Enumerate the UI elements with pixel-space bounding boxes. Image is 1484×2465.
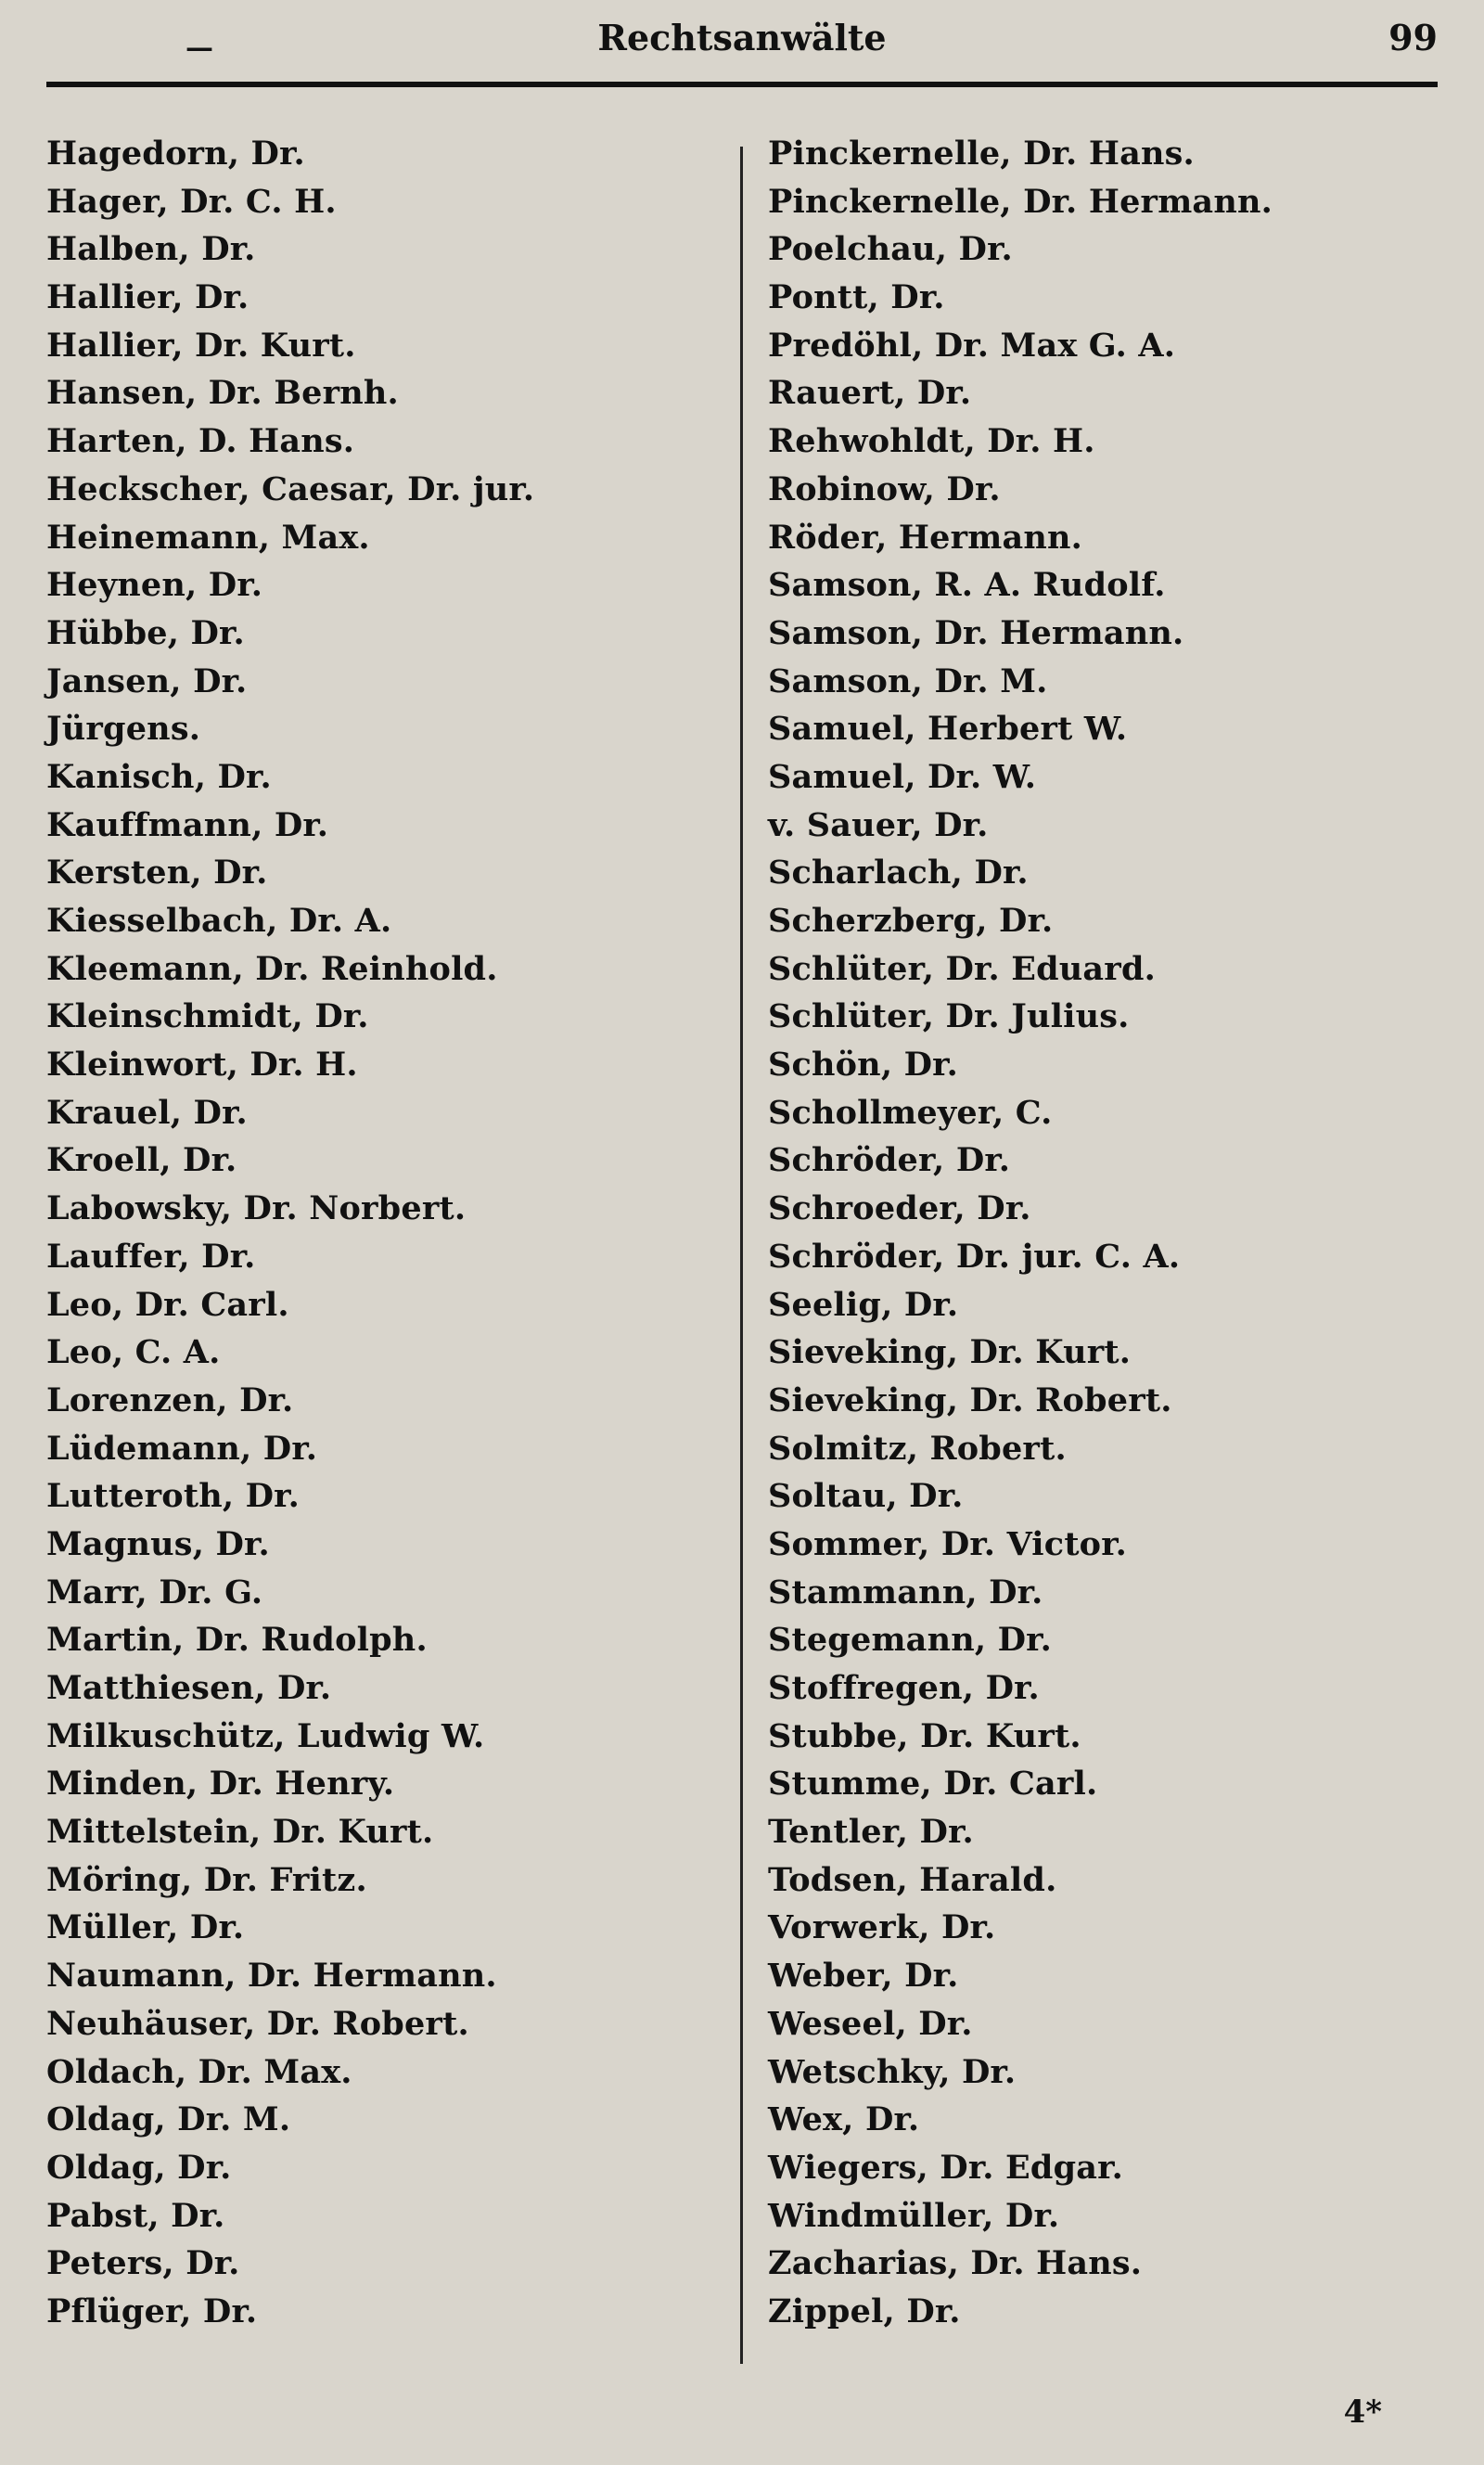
right-name-column <box>768 130 1445 2336</box>
list-item: Magnus, Dr. <box>46 1524 270 1563</box>
list-item: Peters, Dr. <box>46 2244 240 2283</box>
list-item: Kroell, Dr. <box>46 1141 237 1180</box>
list-item: Wiegers, Dr. Edgar. <box>768 2148 1123 2187</box>
list-item: Matthiesen, Dr. <box>46 1669 332 1707</box>
list-item: Sieveking, Dr. Robert. <box>768 1380 1172 1419</box>
list-item: Lorenzen, Dr. <box>46 1380 294 1419</box>
list-item: Wetschky, Dr. <box>768 2052 1017 2091</box>
list-item: Solmitz, Robert. <box>768 1429 1067 1468</box>
list-item: Hallier, Dr. Kurt. <box>46 326 356 365</box>
list-item: Kanisch, Dr. <box>46 757 272 796</box>
list-item: Neuhäuser, Dr. Robert. <box>46 2004 469 2043</box>
list-item: Hallier, Dr. <box>46 278 249 317</box>
list-item: Samuel, Herbert W. <box>768 710 1128 749</box>
list-item: Heinemann, Max. <box>46 518 370 557</box>
list-item: Todsen, Harald. <box>768 1860 1057 1899</box>
list-item: Oldach, Dr. Max. <box>46 2052 352 2091</box>
list-item: Tentler, Dr. <box>768 1813 974 1852</box>
list-item: Marr, Dr. G. <box>46 1573 263 1611</box>
list-item: Sommer, Dr. Victor. <box>768 1524 1128 1563</box>
list-item: Stubbe, Dr. Kurt. <box>768 1716 1081 1755</box>
list-item: Stoffregen, Dr. <box>768 1669 1040 1707</box>
list-item: Lutteroth, Dr. <box>46 1477 300 1516</box>
list-item: Kleinwort, Dr. H. <box>46 1046 358 1085</box>
list-item: Soltau, Dr. <box>768 1477 964 1516</box>
list-item: Schroeder, Dr. <box>768 1189 1031 1228</box>
list-item: Weber, Dr. <box>768 1957 959 1996</box>
list-item: Rauert, Dr. <box>768 374 972 413</box>
list-item: Oldag, Dr. M. <box>46 2100 291 2139</box>
list-item: Zacharias, Dr. Hans. <box>768 2244 1143 2283</box>
list-item: Lüdemann, Dr. <box>46 1429 318 1468</box>
list-item: Harten, D. Hans. <box>46 422 355 461</box>
list-item: Schröder, Dr. <box>768 1141 1011 1180</box>
list-item: Oldag, Dr. <box>46 2148 232 2187</box>
list-item: Schollmeyer, C. <box>768 1093 1053 1132</box>
list-item: Kersten, Dr. <box>46 854 268 892</box>
list-item: Robinow, Dr. <box>768 469 1001 508</box>
list-item: Minden, Dr. Henry. <box>46 1765 395 1804</box>
list-item: Wex, Dr. <box>768 2100 920 2139</box>
list-item: Pontt, Dr. <box>768 278 945 317</box>
page-header <box>46 0 1438 87</box>
column-divider <box>740 147 743 2364</box>
list-item: Röder, Hermann. <box>768 518 1083 557</box>
list-item: Kauffmann, Dr. <box>46 805 329 844</box>
list-item: Leo, Dr. Carl. <box>46 1285 289 1324</box>
list-item: Müller, Dr. <box>46 1908 245 1947</box>
list-item: Möring, Dr. Fritz. <box>46 1860 367 1899</box>
list-item: Weseel, Dr. <box>768 2004 973 2043</box>
list-item: Pinckernelle, Dr. Hermann. <box>768 182 1273 221</box>
list-item: Heynen, Dr. <box>46 566 263 605</box>
list-item: Labowsky, Dr. Norbert. <box>46 1189 467 1228</box>
list-item: Pabst, Dr. <box>46 2196 225 2235</box>
list-item: Krauel, Dr. <box>46 1093 248 1132</box>
list-item: Jansen, Dr. <box>46 661 248 700</box>
list-item: Hagedorn, Dr. <box>46 135 305 173</box>
list-item: Samuel, Dr. W. <box>768 757 1037 796</box>
list-item: Martin, Dr. Rudolph. <box>46 1621 428 1660</box>
list-item: Stammann, Dr. <box>768 1573 1043 1611</box>
list-item: Kleemann, Dr. Reinhold. <box>46 949 498 988</box>
list-item: Windmüller, Dr. <box>768 2196 1060 2235</box>
header-dash: — <box>186 32 213 64</box>
list-item: Stumme, Dr. Carl. <box>768 1765 1098 1804</box>
list-item: Rehwohldt, Dr. H. <box>768 422 1095 461</box>
list-item: Pinckernelle, Dr. Hans. <box>768 135 1195 173</box>
list-item: Schlüter, Dr. Julius. <box>768 997 1130 1036</box>
list-item: Sieveking, Dr. Kurt. <box>768 1333 1132 1372</box>
list-item: Hansen, Dr. Bernh. <box>46 374 399 413</box>
list-item: Naumann, Dr. Hermann. <box>46 1957 497 1996</box>
list-item: Seelig, Dr. <box>768 1285 959 1324</box>
list-item: v. Sauer, Dr. <box>768 805 989 844</box>
list-item: Milkuschütz, Ludwig W. <box>46 1716 485 1755</box>
list-item: Hager, Dr. C. H. <box>46 182 337 221</box>
list-item: Schröder, Dr. jur. C. A. <box>768 1237 1181 1276</box>
list-item: Lauffer, Dr. <box>46 1237 256 1276</box>
left-name-column <box>46 130 733 2336</box>
list-item: Stegemann, Dr. <box>768 1621 1052 1660</box>
list-item: Predöhl, Dr. Max G. A. <box>768 326 1176 365</box>
page-number: 99 <box>1388 17 1438 58</box>
list-item: Samson, Dr. Hermann. <box>768 613 1184 652</box>
list-item: Scharlach, Dr. <box>768 854 1029 892</box>
list-item: Scherzberg, Dr. <box>768 902 1054 940</box>
list-item: Schön, Dr. <box>768 1046 958 1085</box>
list-item: Kleinschmidt, Dr. <box>46 997 369 1036</box>
list-item: Hübbe, Dr. <box>46 613 245 652</box>
list-item: Poelchau, Dr. <box>768 230 1013 269</box>
list-item: Samson, Dr. M. <box>768 661 1048 700</box>
list-item: Schlüter, Dr. Eduard. <box>768 949 1156 988</box>
list-item: Vorwerk, Dr. <box>768 1908 996 1947</box>
list-item: Heckscher, Caesar, Dr. jur. <box>46 469 535 508</box>
list-item: Zippel, Dr. <box>768 2292 961 2330</box>
list-item: Samson, R. A. Rudolf. <box>768 566 1166 605</box>
list-item: Jürgens. <box>46 710 201 749</box>
list-item: Pflüger, Dr. <box>46 2292 258 2330</box>
page-title: Rechtsanwälte <box>597 17 887 58</box>
list-item: Kiesselbach, Dr. A. <box>46 902 392 940</box>
signature-mark: 4* <box>1343 2394 1382 2431</box>
list-item: Mittelstein, Dr. Kurt. <box>46 1813 434 1852</box>
list-item: Halben, Dr. <box>46 230 256 269</box>
list-item: Leo, C. A. <box>46 1333 221 1372</box>
